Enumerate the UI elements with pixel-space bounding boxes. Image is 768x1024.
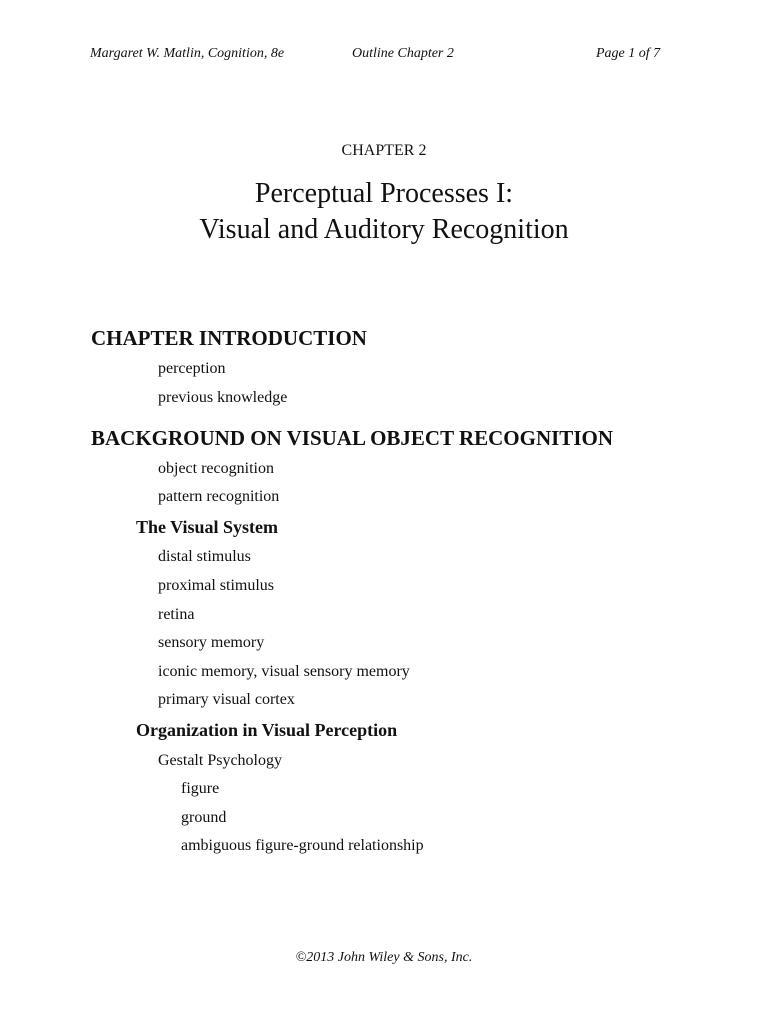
header-author-book: Margaret W. Matlin, Cognition, 8e bbox=[90, 46, 285, 61]
chapter-title-line-2: Visual and Auditory Recognition bbox=[199, 214, 569, 245]
outline-subterm: figure bbox=[181, 780, 220, 797]
outline-term: sensory memory bbox=[158, 634, 265, 651]
outline-term: distal stimulus bbox=[158, 548, 251, 565]
page-header bbox=[0, 46, 768, 66]
outline-term: proximal stimulus bbox=[158, 577, 274, 594]
outline-term: Gestalt Psychology bbox=[158, 752, 282, 769]
outline-term: primary visual cortex bbox=[158, 691, 295, 708]
subsection-heading-visual-system: The Visual System bbox=[136, 517, 279, 537]
header-outline-title: Outline Chapter 2 bbox=[352, 46, 454, 61]
page-footer-copyright: ©2013 John Wiley & Sons, Inc. bbox=[295, 950, 473, 965]
outline-subterm: ground bbox=[181, 809, 227, 826]
section-heading-chapter-introduction: CHAPTER INTRODUCTION bbox=[91, 326, 367, 350]
outline-term: pattern recognition bbox=[158, 488, 280, 505]
chapter-label: CHAPTER 2 bbox=[341, 142, 427, 159]
chapter-title bbox=[0, 176, 768, 248]
outline-term: iconic memory, visual sensory memory bbox=[158, 663, 410, 680]
chapter-title-line-1: Perceptual Processes I: bbox=[254, 178, 514, 209]
outline-term: previous knowledge bbox=[158, 389, 288, 406]
subsection-heading-organization-visual-perception: Organization in Visual Perception bbox=[136, 720, 398, 740]
section-heading-background-visual-object-recognition: BACKGROUND ON VISUAL OBJECT RECOGNITION bbox=[91, 426, 613, 450]
header-page-number: Page 1 of 7 bbox=[596, 46, 661, 61]
outline-term: object recognition bbox=[158, 460, 274, 477]
outline-term: perception bbox=[158, 360, 226, 377]
outline-term: retina bbox=[158, 606, 195, 623]
outline-subterm: ambiguous figure-ground relationship bbox=[181, 837, 424, 854]
